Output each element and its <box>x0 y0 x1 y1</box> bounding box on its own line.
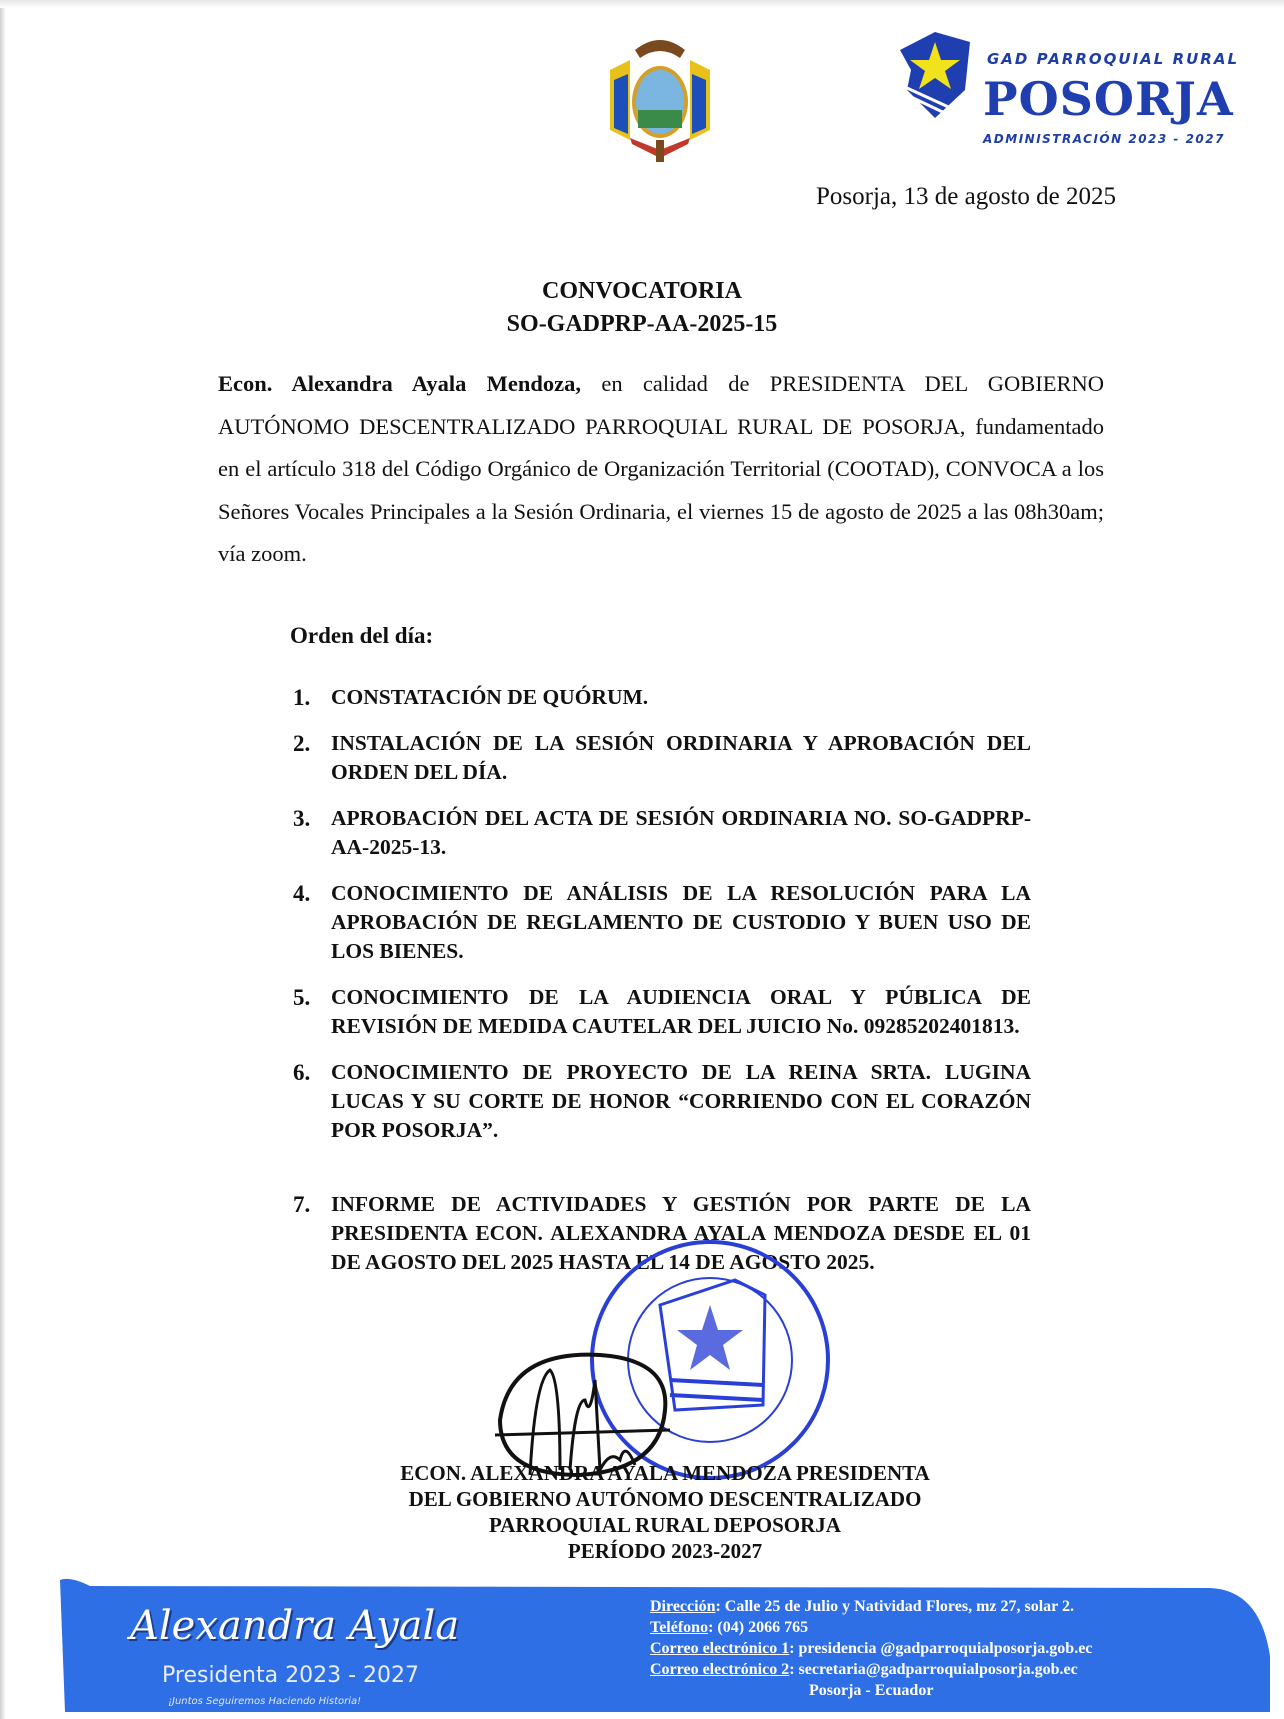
intro-name: Econ. Alexandra Ayala Mendoza, <box>218 371 582 396</box>
logo-line1: GAD PARROQUIAL RURAL <box>987 50 1240 68</box>
item-text: CONOCIMIENTO DE ANÁLISIS DE LA RESOLUCIÓN PARA LA APROBACIÓN DE REGLAMENTO DE CUSTODIO Y BUEN USO DE LOS BIENES. <box>331 881 1031 963</box>
signature-block <box>300 1460 1030 1564</box>
logo-line2: POSORJA <box>983 72 1234 126</box>
intro-paragraph <box>218 363 1104 576</box>
footer-contact <box>650 1596 1092 1701</box>
agenda-heading: Orden del día: <box>290 623 434 648</box>
logo-line3: ADMINISTRACIÓN 2023 - 2027 <box>983 132 1225 146</box>
document-date: Posorja, 13 de agosto de 2025 <box>816 183 1116 210</box>
title-line1: CONVOCATORIA <box>542 278 742 304</box>
agenda-item <box>293 729 1031 787</box>
item-text: INFORME DE ACTIVIDADES Y GESTIÓN POR PARTE DE LA PRESIDENTA ECON. ALEXANDRA AYALA MENDOZA DESDE EL 01 DE AGOSTO DEL 2025 HASTA EL 14 DE AGOSTO 2025. <box>331 1192 1031 1274</box>
address-label: Dirección <box>650 1598 716 1615</box>
item-number: 5. <box>293 985 311 1010</box>
item-number: 4. <box>293 881 311 906</box>
page-edge <box>0 0 6 1719</box>
phone: : (04) 2066 765 <box>708 1619 809 1636</box>
address: : Calle 25 de Julio y Natividad Flores, mz 27, solar 2. <box>715 1598 1074 1615</box>
item-text: CONSTATACIÓN DE QUÓRUM. <box>331 685 649 709</box>
footer-role: Presidenta 2023 - 2027 <box>162 1663 419 1688</box>
phone-label: Teléfono <box>650 1619 709 1636</box>
agenda-list <box>293 683 1031 1294</box>
footer-city: Posorja - Ecuador <box>808 1682 934 1699</box>
agenda-item <box>293 683 1031 712</box>
email2[interactable]: : secretaria@gadparroquialposorja.gob.ec <box>789 1661 1078 1678</box>
coat-of-arms-icon <box>600 30 720 165</box>
signature-line2: DEL GOBIERNO AUTÓNOMO DESCENTRALIZADO <box>408 1487 922 1511</box>
agenda-item <box>293 983 1031 1041</box>
item-number: 6. <box>293 1060 311 1085</box>
footer-name: Alexandra Ayala <box>130 1603 460 1649</box>
email1-label: Correo electrónico 1 <box>650 1640 790 1657</box>
item-number: 7. <box>293 1192 311 1217</box>
agenda-item <box>293 804 1031 862</box>
item-text: CONOCIMIENTO DE LA AUDIENCIA ORAL Y PÚBLICA DE REVISIÓN DE MEDIDA CAUTELAR DEL JUICIO No. 09285202401813. <box>331 985 1031 1038</box>
footer-banner <box>60 1576 1272 1714</box>
title-line2: SO-GADPRP-AA-2025-15 <box>506 311 778 337</box>
item-text: INSTALACIÓN DE LA SESIÓN ORDINARIA Y APROBACIÓN DEL ORDEN DEL DÍA. <box>331 731 1031 784</box>
star-shield-icon <box>895 30 975 120</box>
footer-slogan: ¡Juntos Seguiremos Haciendo Historia! <box>168 1696 362 1707</box>
document-title <box>0 275 1284 341</box>
item-number: 3. <box>293 806 311 831</box>
page-top-edge <box>0 0 1284 8</box>
item-number: 1. <box>293 685 311 710</box>
email1[interactable]: : presidencia @gadparroquialposorja.gob.ec <box>789 1640 1093 1657</box>
agenda-item <box>293 1058 1031 1145</box>
gad-posorja-logo <box>895 30 1240 155</box>
signature-line4: PERÍODO 2023-2027 <box>567 1539 763 1563</box>
email2-label: Correo electrónico 2 <box>650 1661 790 1678</box>
item-text: CONOCIMIENTO DE PROYECTO DE LA REINA SRTA. LUGINA LUCAS Y SU CORTE DE HONOR “CORRIENDO CON EL CORAZÓN POR POSORJA”. <box>331 1060 1031 1142</box>
agenda-item <box>293 879 1031 966</box>
signature-line1: ECON. ALEXANDRA AYALA MENDOZA PRESIDENTA <box>400 1461 930 1485</box>
intro-text: en calidad de PRESIDENTA DEL GOBIERNO AUTÓNOMO DESCENTRALIZADO PARROQUIAL RURAL DE POSORJA, fundamentado en el artículo 318 del Código Orgánico de Organización Territorial (COOTAD), CONVOCA a los Señores Vocales Principales a la Sesión Ordinaria, el viernes 15 de agosto de 2025 a las 08h30am; vía zoom. <box>218 371 1104 566</box>
item-text: APROBACIÓN DEL ACTA DE SESIÓN ORDINARIA NO. SO-GADPRP-AA-2025-13. <box>331 806 1031 859</box>
item-number: 2. <box>293 731 311 756</box>
signature-line3: PARROQUIAL RURAL DEPOSORJA <box>489 1513 841 1537</box>
